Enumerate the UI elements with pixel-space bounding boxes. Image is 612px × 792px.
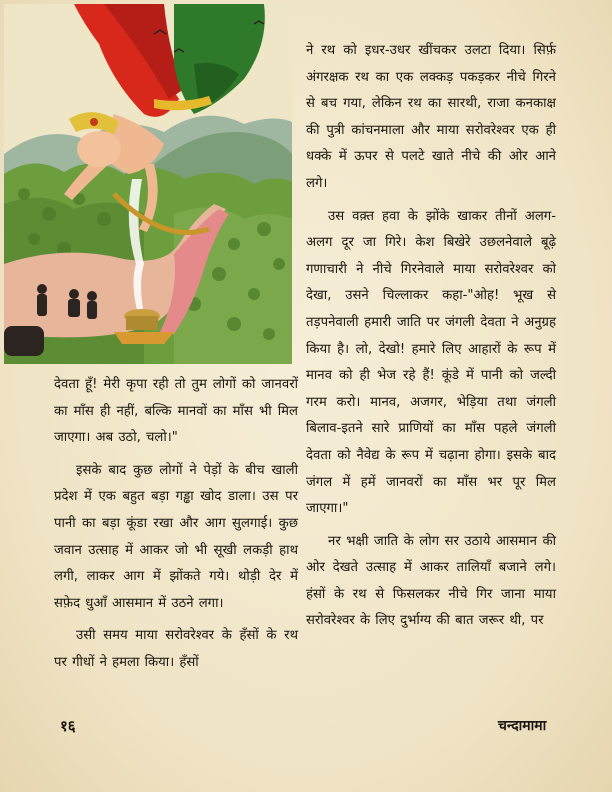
right-text-column: [306, 38, 556, 635]
page-number: १६: [60, 717, 76, 735]
left-paragraph-1: देवता हूँ! मेरी कृपा रही तो तुम लोगों को जानवरों का माँस ही नहीं, बल्कि मानवों का माँस भी मिल जाएगा। अब उठो, चलो।": [54, 377, 298, 446]
story-illustration: [4, 4, 292, 364]
right-paragraph-2: उस वक़्त हवा के झोंके खाकर तीनों अलग-अलग दूर जा गिरे। केश बिखेरे उछलनेवाले बूढ़े गणाचारी ने नीचे गिरनेवाले माया सरोवरेश्वर को देखा, उसने चिल्लाकर कहा-"ओह! भूख से तड़पनेवाली हमारी जाति पर जंगली देवता ने अनुग्रह किया है। लो, देखो! हमारे लिए आहारों के रूप में मानव को ही भेज रहे हैं! कूंडे में पानी को जल्दी गरम करो। मानव, अजगर, भेड़िया तथा जंगली बिलाव-इतने सारे प्राणियों का माँस पहले जंगली देवता को नैवेद्य के रूप में चढ़ाना होगा। इसके बाद जंगल में हमें जानवरों का माँस भर पूर मिल जाएगा।": [306, 208, 556, 517]
right-paragraph-3: नर भक्षी जाति के लोग सर उठाये आसमान की ओर देखते उत्साह में आकर तालियाँ बजाने लगे। हंसों के रथ से फिसलकर नीचे गिर जाना माया सरोवरेश्वर के लिए दुर्भाग्य की बात जरूर थी, पर: [306, 533, 556, 629]
illustration-art: [4, 4, 292, 364]
left-paragraph-2: इसके बाद कुछ लोगों ने पेड़ों के बीच खाली प्रदेश में एक बहुत बड़ा गड्ढा खोद डाला। उस पर पानी का बड़ा कूंडा रखा और आग सुलगाई। कुछ जवान उत्साह में आकर जो भी सूखी लकड़ी हाथ लगी, लाकर आग में झोंकते गये। थोड़ी देर में सफ़ेद धुआँ आसमान में उठने लगा।: [54, 462, 298, 611]
magazine-name: चन्दामामा: [498, 718, 547, 734]
left-paragraph-3: उसी समय माया सरोवरेश्वर के हँसों के रथ पर गीधों ने हमला किया। हँसों: [54, 628, 298, 670]
left-text-column: [54, 372, 298, 677]
right-paragraph-1: ने रथ को इधर-उधर खींचकर उलटा दिया। सिर्फ़ अंगरक्षक रथ का एक लक्कड़ पकड़कर नीचे गिरने से बच गया, लेकिन रथ का सारथी, राजा कनकाक्ष की पुत्री कांचनमाला और माया सरोवरेश्वर एक ही धक्के में ऊपर से पलटे खाते नीचे की ओर आने लगे।: [306, 43, 556, 191]
